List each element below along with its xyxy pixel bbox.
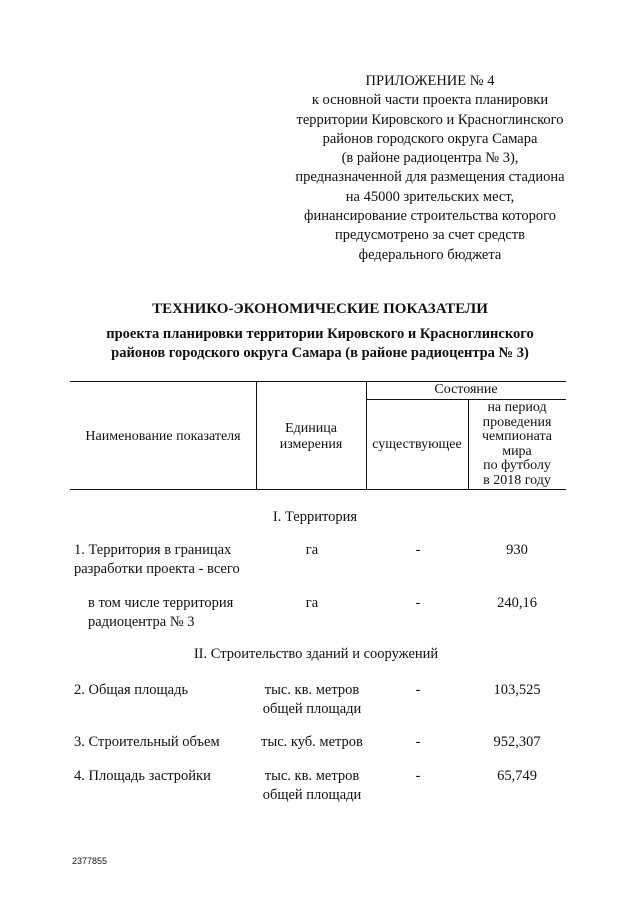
row-unit: тыс. куб. метров xyxy=(261,734,363,750)
row-existing: - xyxy=(415,682,421,698)
row-unit: га xyxy=(305,595,319,611)
appendix-line: на 45000 зрительских мест, xyxy=(345,188,515,205)
row-existing: - xyxy=(415,595,421,611)
row-planned: 65,749 xyxy=(497,768,537,784)
row-name: в том числе территория радиоцентра № 3 xyxy=(88,595,234,630)
table-header-bottom-border xyxy=(70,489,566,490)
appendix-line: (в районе радиоцентра № 3), xyxy=(341,150,519,167)
row-name: 3. Строительный объем xyxy=(74,734,220,750)
row-planned: 103,525 xyxy=(493,682,541,698)
appendix-line: территории Кировского и Красноглинского xyxy=(296,111,564,128)
row-name: 2. Общая площадь xyxy=(74,682,189,698)
document-subtitle xyxy=(0,325,640,363)
row-unit: тыс. кв. метров общей площади xyxy=(262,768,362,803)
appendix-title: ПРИЛОЖЕНИЕ № 4 xyxy=(365,73,495,89)
row-name: 4. Площадь застройки xyxy=(74,768,211,784)
row-unit: га xyxy=(305,542,319,558)
row-planned: 952,307 xyxy=(493,734,541,750)
header-existing: существующее xyxy=(372,437,462,452)
header-name: Наименование показателя xyxy=(85,429,241,444)
appendix-line: федерального бюджета xyxy=(358,246,502,263)
row-planned: 930 xyxy=(506,542,528,558)
subtitle-line: районов городского округа Самара (в районе радиоцентра № 3) xyxy=(111,345,529,361)
row-name: 1. Территория в границах разработки проекта - всего xyxy=(74,542,240,577)
row-unit: тыс. кв. метров общей площади xyxy=(262,682,362,717)
appendix-line: предусмотрено за счет средств xyxy=(335,227,525,244)
document-title: ТЕХНИКО-ЭКОНОМИЧЕСКИЕ ПОКАЗАТЕЛИ xyxy=(152,301,488,317)
header-state: Состояние xyxy=(434,382,498,397)
appendix-line: к основной части проекта планировки xyxy=(311,92,549,109)
appendix-line: предназначенной для размещения стадиона xyxy=(295,169,565,186)
subtitle-line: проекта планировки территории Кировского и Красноглинского xyxy=(106,326,534,342)
appendix-header xyxy=(240,72,620,265)
section-title: I. Территория xyxy=(272,509,358,525)
row-existing: - xyxy=(415,542,421,558)
row-planned: 240,16 xyxy=(497,595,537,611)
appendix-line: финансирование строительства которого xyxy=(304,208,556,225)
header-unit: Единица измерения xyxy=(279,421,343,452)
row-existing: - xyxy=(415,768,421,784)
appendix-line: районов городского округа Самара xyxy=(322,130,538,147)
section-title: II. Строительство зданий и сооружений xyxy=(193,646,439,662)
header-planned: на период проведения чемпионата мира по футболу в 2018 году xyxy=(482,400,552,488)
document-number: 2377855 xyxy=(72,856,108,866)
row-existing: - xyxy=(415,734,421,750)
